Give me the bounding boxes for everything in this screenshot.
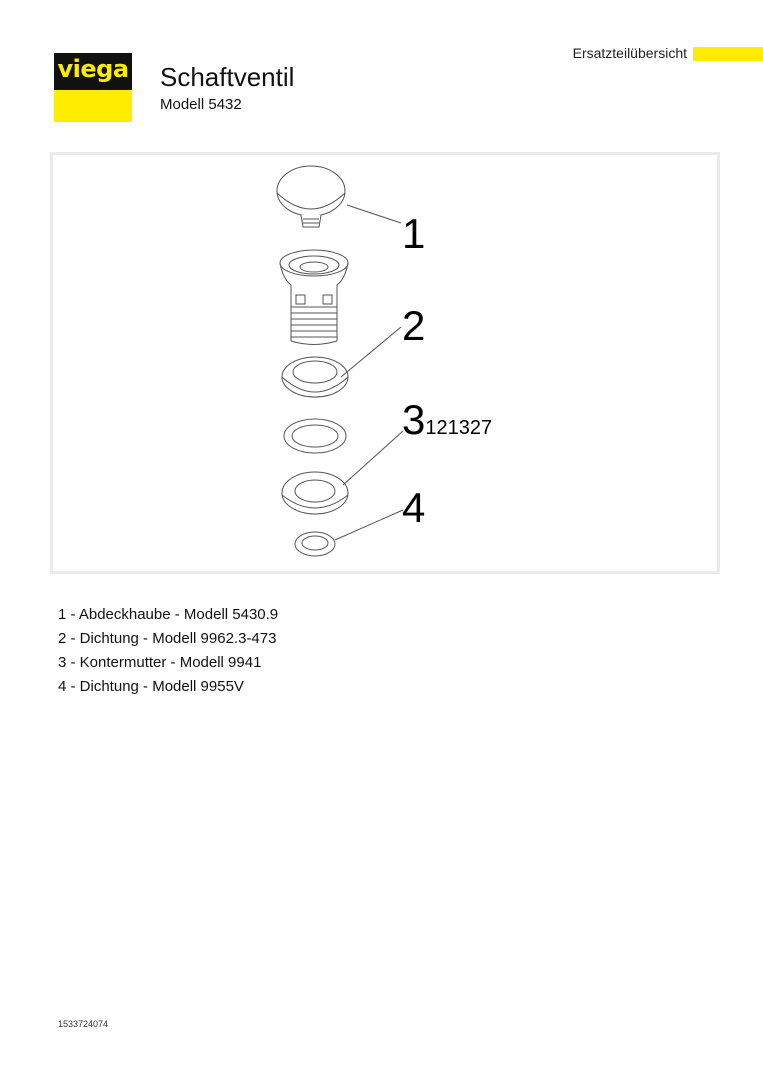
parts-list bbox=[58, 606, 278, 702]
callout-2 bbox=[402, 302, 426, 349]
seal-part-drawing bbox=[282, 357, 348, 397]
viega-logo bbox=[54, 53, 132, 122]
parts-list-item-3: 3 - Kontermutter - Modell 9941 bbox=[58, 654, 262, 671]
valve-body-drawing bbox=[280, 250, 348, 345]
exploded-view-drawing bbox=[53, 155, 717, 571]
callout-3-code: 121327 bbox=[425, 417, 493, 439]
parts-list-item-2: 2 - Dichtung - Modell 9962.3-473 bbox=[58, 630, 277, 647]
leader-line-4 bbox=[335, 510, 403, 540]
small-seal-drawing bbox=[295, 532, 335, 556]
parts-list-item-1: 1 - Abdeckhaube - Modell 5430.9 bbox=[58, 606, 279, 623]
document-type-label: Ersatzteilübersicht bbox=[572, 45, 687, 61]
document-number: 1533724074 bbox=[58, 1019, 109, 1029]
callout-3-number: 3 bbox=[402, 396, 426, 443]
document-type-bar bbox=[693, 47, 763, 61]
callout-3 bbox=[402, 396, 493, 443]
page-title: Schaftventil bbox=[160, 62, 295, 92]
callout-2-number: 2 bbox=[402, 302, 426, 349]
page-subtitle: Modell 5432 bbox=[160, 96, 242, 113]
leader-line-2 bbox=[341, 327, 401, 377]
cap-part-drawing bbox=[277, 166, 345, 227]
logo-wordmark: viega bbox=[57, 55, 129, 83]
logo-black-block bbox=[54, 53, 132, 90]
leader-line-1 bbox=[347, 205, 401, 223]
callout-4 bbox=[402, 484, 426, 531]
exploded-view-figure bbox=[50, 152, 720, 574]
callout-1-number: 1 bbox=[402, 210, 426, 257]
flat-washer-drawing bbox=[284, 419, 346, 453]
parts-list-item-4: 4 - Dichtung - Modell 9955V bbox=[58, 678, 244, 695]
callout-4-number: 4 bbox=[402, 484, 426, 531]
callout-1 bbox=[402, 210, 426, 257]
lock-nut-drawing bbox=[282, 472, 348, 514]
leader-line-3 bbox=[343, 431, 403, 485]
logo-yellow-block bbox=[54, 90, 132, 122]
